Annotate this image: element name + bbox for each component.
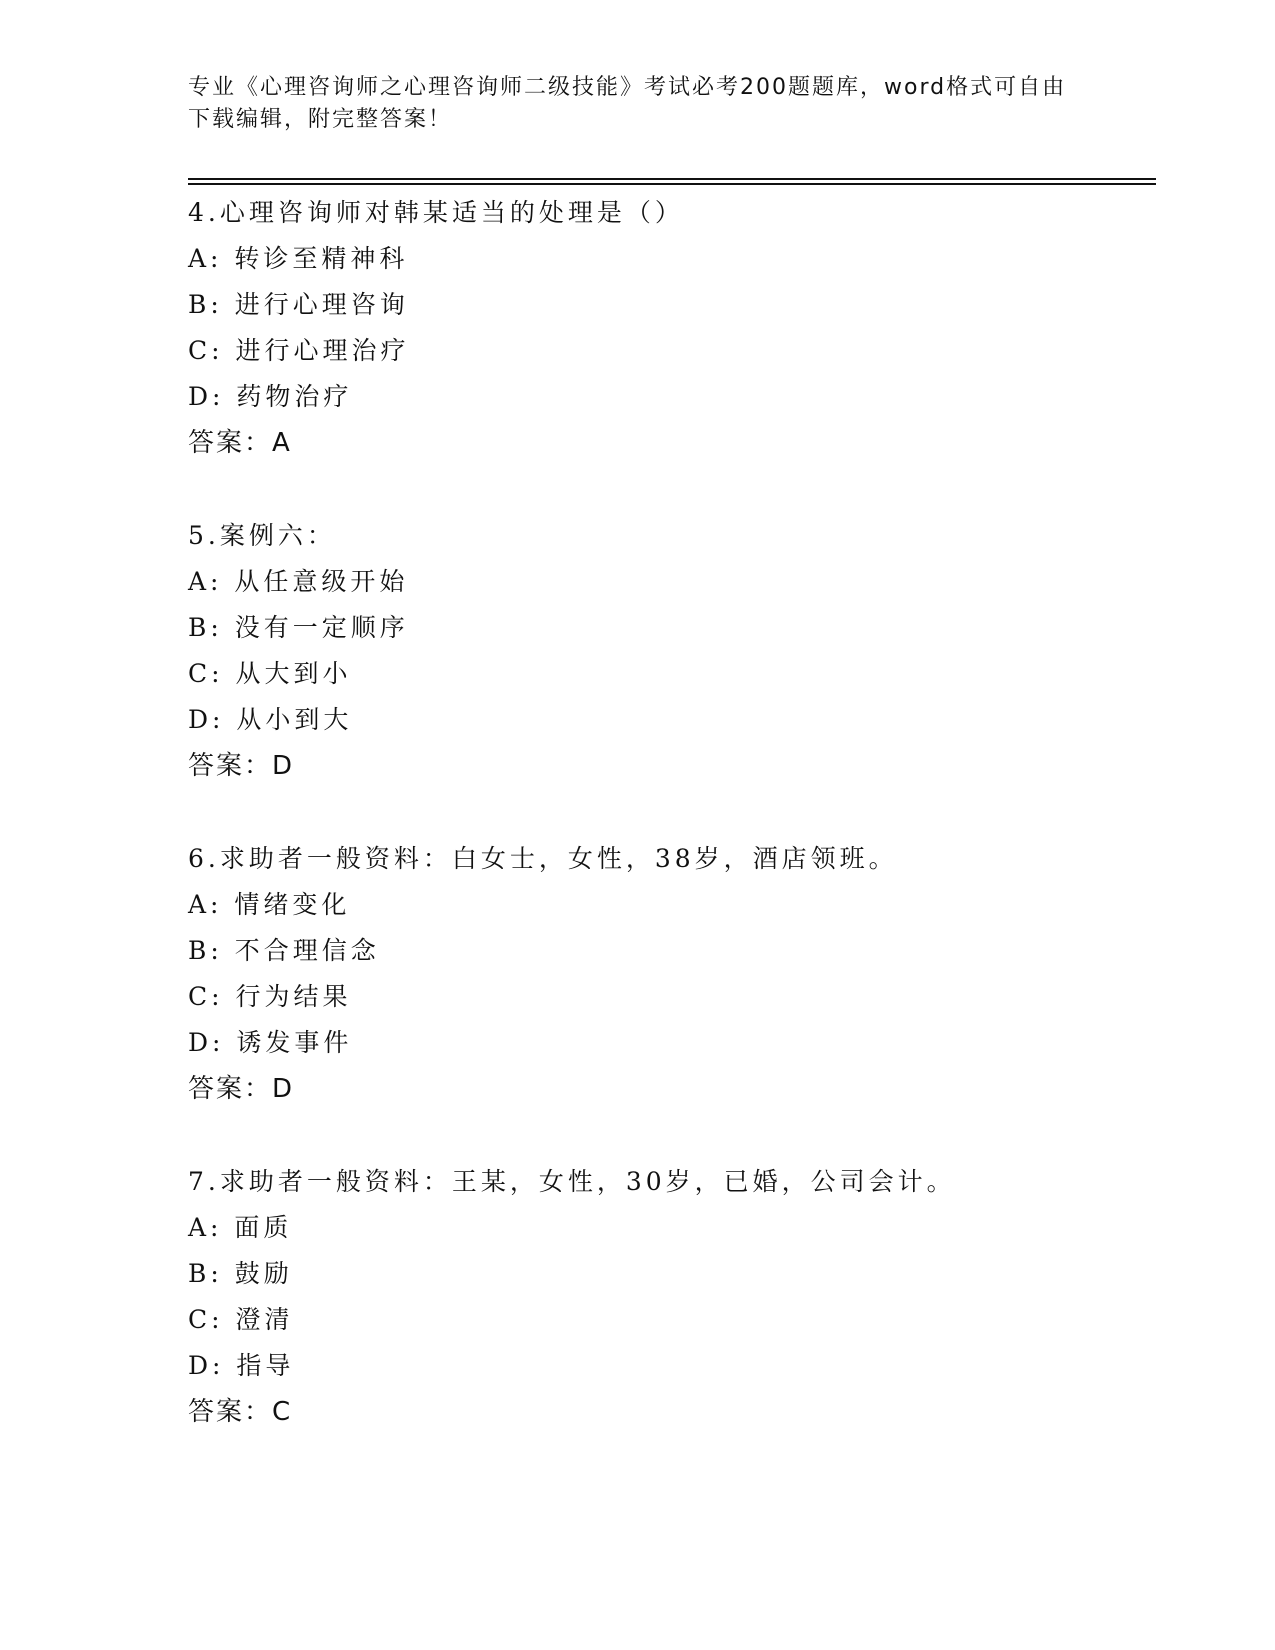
question-stem: 7.求助者一般资料：王某，女性，30岁，已婚，公司会计。: [188, 1167, 956, 1196]
option-d: D: 药物治疗: [188, 382, 353, 411]
option-a: A: 情绪变化: [188, 890, 351, 919]
option-b: B: 没有一定顺序: [188, 613, 409, 642]
question-item: [188, 1159, 1156, 1435]
answer-line: 答案：A: [188, 428, 292, 458]
header-divider-top: [188, 178, 1156, 180]
option-a: A: 面质: [188, 1213, 293, 1242]
option-d: D: 从小到大: [188, 705, 353, 734]
question-stem: 6.求助者一般资料：白女士，女性，38岁，酒店领班。: [188, 844, 898, 873]
question-item: [188, 190, 1156, 466]
option-b: B: 进行心理咨询: [188, 290, 409, 319]
option-c: C: 行为结果: [188, 982, 352, 1011]
option-b: B: 鼓励: [188, 1259, 293, 1288]
option-d: D: 诱发事件: [188, 1028, 353, 1057]
answer-line: 答案：C: [188, 1397, 293, 1427]
question-item: [188, 513, 1156, 789]
question-list: [188, 190, 1156, 1482]
option-c: C: 从大到小: [188, 659, 352, 688]
option-c: C: 澄清: [188, 1305, 294, 1334]
option-a: A: 转诊至精神科: [188, 244, 409, 273]
option-a: A: 从任意级开始: [188, 567, 409, 596]
question-stem: 4.心理咨询师对韩某适当的处理是（）: [188, 198, 684, 227]
option-c: C: 进行心理治疗: [188, 336, 410, 365]
answer-line: 答案：D: [188, 751, 295, 781]
header-divider-bottom: [188, 183, 1156, 185]
option-d: D: 指导: [188, 1351, 295, 1380]
answer-line: 答案：D: [188, 1074, 295, 1104]
question-item: [188, 836, 1156, 1112]
option-b: B: 不合理信念: [188, 936, 380, 965]
document-header: 专业《心理咨询师之心理咨询师二级技能》考试必考200题题库，word格式可自由下载编辑，附完整答案！: [188, 75, 1067, 132]
question-stem: 5.案例六：: [188, 521, 336, 550]
